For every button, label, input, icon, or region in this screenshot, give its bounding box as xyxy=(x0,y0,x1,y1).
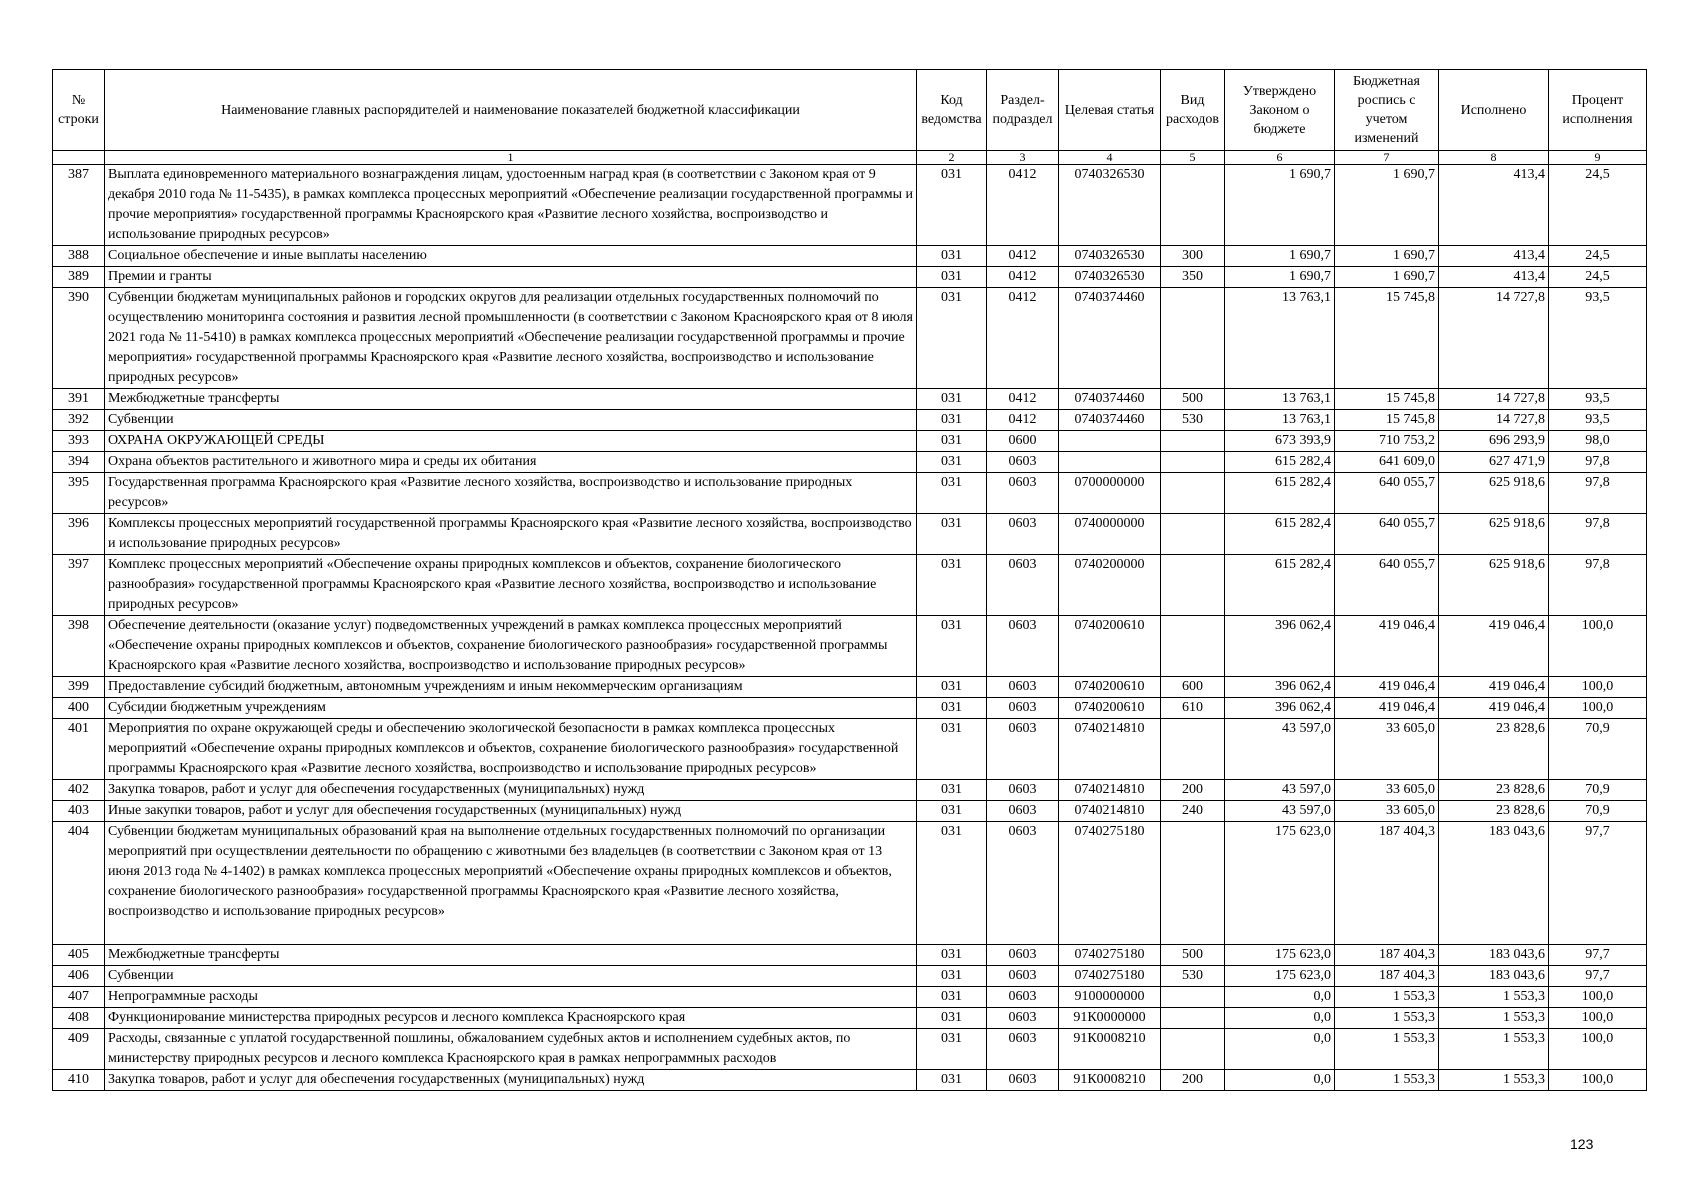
expense-type: 600 xyxy=(1161,677,1225,698)
section-code: 0412 xyxy=(987,288,1059,389)
expense-type xyxy=(1161,987,1225,1008)
executed-amount: 1 553,3 xyxy=(1439,1070,1549,1091)
target-article: 9100000000 xyxy=(1059,987,1161,1008)
table-row xyxy=(53,288,1647,389)
department-code: 031 xyxy=(917,677,987,698)
executed-amount: 183 043,6 xyxy=(1439,822,1549,945)
budget-schedule-amount: 1 690,7 xyxy=(1335,246,1439,267)
execution-percent: 24,5 xyxy=(1549,267,1647,288)
approved-amount: 175 623,0 xyxy=(1225,822,1335,945)
section-code: 0412 xyxy=(987,410,1059,431)
department-code: 031 xyxy=(917,555,987,616)
approved-amount: 175 623,0 xyxy=(1225,966,1335,987)
section-code: 0412 xyxy=(987,246,1059,267)
target-article: 0740326530 xyxy=(1059,267,1161,288)
expense-type xyxy=(1161,431,1225,452)
row-number: 397 xyxy=(53,555,105,616)
row-number: 400 xyxy=(53,698,105,719)
executed-amount: 413,4 xyxy=(1439,246,1549,267)
table-row xyxy=(53,267,1647,288)
table-row xyxy=(53,945,1647,966)
execution-percent: 100,0 xyxy=(1549,1029,1647,1070)
department-code: 031 xyxy=(917,822,987,945)
row-name: Выплата единовременного материального вознаграждения лицам, удостоенным наград края (в соответствии с Законом края от 9 декабря 2010 года № 11-5435), в рамках комплекса процессных мероприятий «Обеспечение реализации государственной программы и прочие мероприятия» государственной программы Красноярского края «Развитие лесного хозяйства, воспроизводство и использование природных ресурсов» xyxy=(105,165,917,246)
table-row xyxy=(53,966,1647,987)
target-article: 0740200610 xyxy=(1059,698,1161,719)
section-code: 0412 xyxy=(987,165,1059,246)
row-name: Иные закупки товаров, работ и услуг для обеспечения государственных (муниципальных) нужд xyxy=(105,801,917,822)
approved-amount: 43 597,0 xyxy=(1225,801,1335,822)
row-name: Премии и гранты xyxy=(105,267,917,288)
row-number: 409 xyxy=(53,1029,105,1070)
table-row xyxy=(53,452,1647,473)
execution-percent: 93,5 xyxy=(1549,389,1647,410)
expense-type: 350 xyxy=(1161,267,1225,288)
row-number: 389 xyxy=(53,267,105,288)
target-article: 0740214810 xyxy=(1059,801,1161,822)
department-code: 031 xyxy=(917,267,987,288)
table-row xyxy=(53,698,1647,719)
section-code: 0603 xyxy=(987,966,1059,987)
budget-schedule-amount: 641 609,0 xyxy=(1335,452,1439,473)
table-row xyxy=(53,431,1647,452)
header-department-code: Код ведомства xyxy=(917,70,987,151)
executed-amount: 696 293,9 xyxy=(1439,431,1549,452)
executed-amount: 14 727,8 xyxy=(1439,389,1549,410)
section-code: 0603 xyxy=(987,555,1059,616)
section-code: 0603 xyxy=(987,780,1059,801)
department-code: 031 xyxy=(917,1008,987,1029)
execution-percent: 97,8 xyxy=(1549,555,1647,616)
executed-amount: 413,4 xyxy=(1439,165,1549,246)
expense-type xyxy=(1161,719,1225,780)
budget-schedule-amount: 1 690,7 xyxy=(1335,165,1439,246)
table-row xyxy=(53,410,1647,431)
table-row xyxy=(53,677,1647,698)
executed-amount: 625 918,6 xyxy=(1439,514,1549,555)
executed-amount: 419 046,4 xyxy=(1439,698,1549,719)
department-code: 031 xyxy=(917,719,987,780)
section-code: 0603 xyxy=(987,945,1059,966)
section-code: 0412 xyxy=(987,389,1059,410)
execution-percent: 97,8 xyxy=(1549,452,1647,473)
row-number: 396 xyxy=(53,514,105,555)
executed-amount: 413,4 xyxy=(1439,267,1549,288)
section-code: 0603 xyxy=(987,514,1059,555)
expense-type: 200 xyxy=(1161,1070,1225,1091)
department-code: 031 xyxy=(917,288,987,389)
department-code: 031 xyxy=(917,698,987,719)
row-name: Охрана объектов растительного и животного мира и среды их обитания xyxy=(105,452,917,473)
header-row-number: № строки xyxy=(53,70,105,151)
table-row xyxy=(53,514,1647,555)
approved-amount: 0,0 xyxy=(1225,987,1335,1008)
row-name: Закупка товаров, работ и услуг для обеспечения государственных (муниципальных) нужд xyxy=(105,1070,917,1091)
execution-percent: 100,0 xyxy=(1549,677,1647,698)
department-code: 031 xyxy=(917,1070,987,1091)
column-number xyxy=(53,151,105,165)
expense-type xyxy=(1161,514,1225,555)
execution-percent: 93,5 xyxy=(1549,288,1647,389)
approved-amount: 0,0 xyxy=(1225,1008,1335,1029)
budget-schedule-amount: 1 553,3 xyxy=(1335,1070,1439,1091)
target-article: 91К0008210 xyxy=(1059,1029,1161,1070)
row-number: 394 xyxy=(53,452,105,473)
row-name: Субвенции бюджетам муниципальных районов и городских округов для реализации отдельных государственных полномочий по осуществлению мониторинга состояния и развития лесной промышленности (в соответствии с Законом Красноярского края от 8 июля 2021 года № 11-5410) в рамках комплекса процессных мероприятий «Обеспечение реализации государственной программы и прочие мероприятия» государственной программы Красноярского края «Развитие лесного хозяйства, воспроизводство и использование природных ресурсов» xyxy=(105,288,917,389)
table-row xyxy=(53,473,1647,514)
row-number: 403 xyxy=(53,801,105,822)
row-number: 404 xyxy=(53,822,105,945)
table-row xyxy=(53,1029,1647,1070)
approved-amount: 43 597,0 xyxy=(1225,780,1335,801)
executed-amount: 625 918,6 xyxy=(1439,473,1549,514)
target-article: 0740374460 xyxy=(1059,389,1161,410)
target-article: 0740275180 xyxy=(1059,945,1161,966)
target-article: 0740275180 xyxy=(1059,822,1161,945)
budget-schedule-amount: 640 055,7 xyxy=(1335,514,1439,555)
expense-type: 610 xyxy=(1161,698,1225,719)
expense-type xyxy=(1161,1008,1225,1029)
target-article: 0740326530 xyxy=(1059,246,1161,267)
row-number: 390 xyxy=(53,288,105,389)
header-percent: Процент исполнения xyxy=(1549,70,1647,151)
expense-type xyxy=(1161,616,1225,677)
executed-amount: 627 471,9 xyxy=(1439,452,1549,473)
department-code: 031 xyxy=(917,966,987,987)
budget-schedule-amount: 187 404,3 xyxy=(1335,822,1439,945)
row-number: 405 xyxy=(53,945,105,966)
approved-amount: 615 282,4 xyxy=(1225,452,1335,473)
header-expense-type: Вид расходов xyxy=(1161,70,1225,151)
row-name: Мероприятия по охране окружающей среды и обеспечению экологической безопасности в рамках комплекса процессных мероприятий «Обеспечение охраны природных комплексов и объектов, сохранение биологического разнообразия» государственной программы Красноярского края «Развитие лесного хозяйства, воспроизводство и использование природных ресурсов» xyxy=(105,719,917,780)
row-number: 408 xyxy=(53,1008,105,1029)
row-name: Непрограммные расходы xyxy=(105,987,917,1008)
execution-percent: 93,5 xyxy=(1549,410,1647,431)
target-article xyxy=(1059,431,1161,452)
budget-schedule-amount: 15 745,8 xyxy=(1335,410,1439,431)
target-article: 0740214810 xyxy=(1059,780,1161,801)
budget-schedule-amount: 15 745,8 xyxy=(1335,389,1439,410)
expense-type: 530 xyxy=(1161,410,1225,431)
expense-type: 300 xyxy=(1161,246,1225,267)
section-code: 0603 xyxy=(987,1029,1059,1070)
section-code: 0603 xyxy=(987,1008,1059,1029)
execution-percent: 70,9 xyxy=(1549,719,1647,780)
section-code: 0603 xyxy=(987,677,1059,698)
expense-type xyxy=(1161,288,1225,389)
executed-amount: 183 043,6 xyxy=(1439,966,1549,987)
budget-schedule-amount: 33 605,0 xyxy=(1335,780,1439,801)
row-name: Комплексы процессных мероприятий государственной программы Красноярского края «Развитие лесного хозяйства, воспроизводство и использование природных ресурсов» xyxy=(105,514,917,555)
budget-execution-table xyxy=(52,69,1647,1091)
budget-schedule-amount: 710 753,2 xyxy=(1335,431,1439,452)
target-article: 0740374460 xyxy=(1059,288,1161,389)
department-code: 031 xyxy=(917,780,987,801)
department-code: 031 xyxy=(917,389,987,410)
column-number: 2 xyxy=(917,151,987,165)
table-row xyxy=(53,616,1647,677)
budget-table-container xyxy=(52,69,1646,1091)
budget-schedule-amount: 419 046,4 xyxy=(1335,616,1439,677)
execution-percent: 70,9 xyxy=(1549,801,1647,822)
section-code: 0603 xyxy=(987,719,1059,780)
approved-amount: 1 690,7 xyxy=(1225,246,1335,267)
row-name: Межбюджетные трансферты xyxy=(105,389,917,410)
department-code: 031 xyxy=(917,473,987,514)
section-code: 0603 xyxy=(987,987,1059,1008)
row-number: 387 xyxy=(53,165,105,246)
approved-amount: 1 690,7 xyxy=(1225,165,1335,246)
department-code: 031 xyxy=(917,1029,987,1070)
expense-type: 500 xyxy=(1161,389,1225,410)
approved-amount: 0,0 xyxy=(1225,1070,1335,1091)
table-row xyxy=(53,987,1647,1008)
section-code: 0603 xyxy=(987,698,1059,719)
row-name: Субвенции xyxy=(105,410,917,431)
row-number: 402 xyxy=(53,780,105,801)
table-row xyxy=(53,389,1647,410)
header-name: Наименование главных распорядителей и наименование показателей бюджетной классификации xyxy=(105,70,917,151)
execution-percent: 100,0 xyxy=(1549,1070,1647,1091)
department-code: 031 xyxy=(917,410,987,431)
department-code: 031 xyxy=(917,945,987,966)
execution-percent: 97,7 xyxy=(1549,945,1647,966)
table-row xyxy=(53,165,1647,246)
executed-amount: 419 046,4 xyxy=(1439,677,1549,698)
expense-type xyxy=(1161,473,1225,514)
target-article: 0740200000 xyxy=(1059,555,1161,616)
approved-amount: 396 062,4 xyxy=(1225,677,1335,698)
section-code: 0412 xyxy=(987,267,1059,288)
department-code: 031 xyxy=(917,431,987,452)
header-executed: Исполнено xyxy=(1439,70,1549,151)
row-name: Субвенции xyxy=(105,966,917,987)
row-number: 388 xyxy=(53,246,105,267)
target-article: 0740200610 xyxy=(1059,616,1161,677)
header-section: Раздел-подраздел xyxy=(987,70,1059,151)
column-number: 8 xyxy=(1439,151,1549,165)
section-code: 0603 xyxy=(987,1070,1059,1091)
row-name: Комплекс процессных мероприятий «Обеспечение охраны природных комплексов и объектов, сохранение биологического разнообразия» государственной программы Красноярского края «Развитие лесного хозяйства, воспроизводство и использование природных ресурсов» xyxy=(105,555,917,616)
executed-amount: 23 828,6 xyxy=(1439,780,1549,801)
approved-amount: 615 282,4 xyxy=(1225,555,1335,616)
execution-percent: 100,0 xyxy=(1549,698,1647,719)
expense-type xyxy=(1161,1029,1225,1070)
budget-schedule-amount: 419 046,4 xyxy=(1335,677,1439,698)
execution-percent: 70,9 xyxy=(1549,780,1647,801)
row-number: 399 xyxy=(53,677,105,698)
execution-percent: 100,0 xyxy=(1549,616,1647,677)
executed-amount: 183 043,6 xyxy=(1439,945,1549,966)
expense-type: 530 xyxy=(1161,966,1225,987)
row-name: ОХРАНА ОКРУЖАЮЩЕЙ СРЕДЫ xyxy=(105,431,917,452)
budget-schedule-amount: 1 553,3 xyxy=(1335,1029,1439,1070)
expense-type xyxy=(1161,165,1225,246)
target-article: 0740326530 xyxy=(1059,165,1161,246)
column-number: 7 xyxy=(1335,151,1439,165)
approved-amount: 615 282,4 xyxy=(1225,514,1335,555)
row-name: Закупка товаров, работ и услуг для обеспечения государственных (муниципальных) нужд xyxy=(105,780,917,801)
column-number: 1 xyxy=(105,151,917,165)
executed-amount: 419 046,4 xyxy=(1439,616,1549,677)
department-code: 031 xyxy=(917,514,987,555)
budget-schedule-amount: 33 605,0 xyxy=(1335,801,1439,822)
budget-schedule-amount: 15 745,8 xyxy=(1335,288,1439,389)
execution-percent: 100,0 xyxy=(1549,1008,1647,1029)
executed-amount: 14 727,8 xyxy=(1439,288,1549,389)
budget-schedule-amount: 187 404,3 xyxy=(1335,945,1439,966)
table-row xyxy=(53,1070,1647,1091)
budget-schedule-amount: 1 553,3 xyxy=(1335,987,1439,1008)
execution-percent: 24,5 xyxy=(1549,165,1647,246)
target-article: 0740200610 xyxy=(1059,677,1161,698)
target-article: 0740374460 xyxy=(1059,410,1161,431)
approved-amount: 1 690,7 xyxy=(1225,267,1335,288)
expense-type xyxy=(1161,555,1225,616)
page-number: 123 xyxy=(1570,1136,1594,1152)
execution-percent: 100,0 xyxy=(1549,987,1647,1008)
table-row xyxy=(53,555,1647,616)
target-article xyxy=(1059,452,1161,473)
approved-amount: 43 597,0 xyxy=(1225,719,1335,780)
execution-percent: 97,7 xyxy=(1549,966,1647,987)
approved-amount: 673 393,9 xyxy=(1225,431,1335,452)
budget-schedule-amount: 640 055,7 xyxy=(1335,473,1439,514)
executed-amount: 1 553,3 xyxy=(1439,987,1549,1008)
execution-percent: 97,8 xyxy=(1549,514,1647,555)
row-name: Обеспечение деятельности (оказание услуг) подведомственных учреждений в рамках комплекса процессных мероприятий «Обеспечение охраны природных комплексов и объектов, сохранение биологического разнообразия» государственной программы Красноярского края «Развитие лесного хозяйства, воспроизводство и использование природных ресурсов» xyxy=(105,616,917,677)
section-code: 0603 xyxy=(987,822,1059,945)
execution-percent: 24,5 xyxy=(1549,246,1647,267)
table-row xyxy=(53,780,1647,801)
column-number: 5 xyxy=(1161,151,1225,165)
row-name: Государственная программа Красноярского края «Развитие лесного хозяйства, воспроизводство и использование природных ресурсов» xyxy=(105,473,917,514)
target-article: 91К0000000 xyxy=(1059,1008,1161,1029)
row-name: Предоставление субсидий бюджетным, автономным учреждениям и иным некоммерческим организациям xyxy=(105,677,917,698)
column-number: 4 xyxy=(1059,151,1161,165)
execution-percent: 97,7 xyxy=(1549,822,1647,945)
table-row xyxy=(53,1008,1647,1029)
approved-amount: 13 763,1 xyxy=(1225,410,1335,431)
approved-amount: 13 763,1 xyxy=(1225,389,1335,410)
header-target-article: Целевая статья xyxy=(1059,70,1161,151)
budget-schedule-amount: 419 046,4 xyxy=(1335,698,1439,719)
column-number: 6 xyxy=(1225,151,1335,165)
executed-amount: 23 828,6 xyxy=(1439,719,1549,780)
row-number: 407 xyxy=(53,987,105,1008)
department-code: 031 xyxy=(917,987,987,1008)
approved-amount: 13 763,1 xyxy=(1225,288,1335,389)
row-number: 391 xyxy=(53,389,105,410)
table-header xyxy=(53,70,1647,151)
header-budget-schedule: Бюджетная роспись с учетом изменений xyxy=(1335,70,1439,151)
target-article: 0740000000 xyxy=(1059,514,1161,555)
approved-amount: 396 062,4 xyxy=(1225,698,1335,719)
column-number: 9 xyxy=(1549,151,1647,165)
row-number: 392 xyxy=(53,410,105,431)
department-code: 031 xyxy=(917,616,987,677)
budget-schedule-amount: 187 404,3 xyxy=(1335,966,1439,987)
budget-schedule-amount: 1 553,3 xyxy=(1335,1008,1439,1029)
row-number: 406 xyxy=(53,966,105,987)
section-code: 0603 xyxy=(987,473,1059,514)
header-approved: Утверждено Законом о бюджете xyxy=(1225,70,1335,151)
row-number: 393 xyxy=(53,431,105,452)
approved-amount: 615 282,4 xyxy=(1225,473,1335,514)
column-numbers-row xyxy=(53,151,1647,165)
section-code: 0603 xyxy=(987,452,1059,473)
row-name: Функционирование министерства природных ресурсов и лесного комплекса Красноярского края xyxy=(105,1008,917,1029)
expense-type: 500 xyxy=(1161,945,1225,966)
row-name: Межбюджетные трансферты xyxy=(105,945,917,966)
table-body xyxy=(53,151,1647,1091)
table-row xyxy=(53,719,1647,780)
target-article: 91К0008210 xyxy=(1059,1070,1161,1091)
expense-type: 240 xyxy=(1161,801,1225,822)
executed-amount: 1 553,3 xyxy=(1439,1029,1549,1070)
table-row xyxy=(53,822,1647,945)
executed-amount: 14 727,8 xyxy=(1439,410,1549,431)
row-number: 398 xyxy=(53,616,105,677)
row-name: Субвенции бюджетам муниципальных образований края на выполнение отдельных государственных полномочий по организации мероприятий при осуществлении деятельности по обращению с животными без владельцев (в соответствии с Законом края от 13 июня 2013 года № 4-1402) в рамках комплекса процессных мероприятий «Обеспечение охраны природных комплексов и объектов, сохранение биологического разнообразия» государственной программы Красноярского края «Развитие лесного хозяйства, воспроизводство и использование природных ресурсов» xyxy=(105,822,917,945)
row-number: 401 xyxy=(53,719,105,780)
section-code: 0603 xyxy=(987,616,1059,677)
target-article: 0740275180 xyxy=(1059,966,1161,987)
executed-amount: 23 828,6 xyxy=(1439,801,1549,822)
expense-type: 200 xyxy=(1161,780,1225,801)
department-code: 031 xyxy=(917,165,987,246)
executed-amount: 1 553,3 xyxy=(1439,1008,1549,1029)
approved-amount: 396 062,4 xyxy=(1225,616,1335,677)
budget-schedule-amount: 33 605,0 xyxy=(1335,719,1439,780)
row-number: 410 xyxy=(53,1070,105,1091)
budget-schedule-amount: 640 055,7 xyxy=(1335,555,1439,616)
section-code: 0603 xyxy=(987,801,1059,822)
department-code: 031 xyxy=(917,801,987,822)
row-name: Расходы, связанные с уплатой государственной пошлины, обжалованием судебных актов и исполнением судебных актов, по министерству природных ресурсов и лесного комплекса Красноярского края в рамках непрограммных расходов xyxy=(105,1029,917,1070)
table-row xyxy=(53,246,1647,267)
row-name: Субсидии бюджетным учреждениям xyxy=(105,698,917,719)
executed-amount: 625 918,6 xyxy=(1439,555,1549,616)
section-code: 0600 xyxy=(987,431,1059,452)
row-name: Социальное обеспечение и иные выплаты населению xyxy=(105,246,917,267)
execution-percent: 98,0 xyxy=(1549,431,1647,452)
target-article: 0700000000 xyxy=(1059,473,1161,514)
row-number: 395 xyxy=(53,473,105,514)
target-article: 0740214810 xyxy=(1059,719,1161,780)
department-code: 031 xyxy=(917,246,987,267)
column-number: 3 xyxy=(987,151,1059,165)
approved-amount: 175 623,0 xyxy=(1225,945,1335,966)
expense-type xyxy=(1161,452,1225,473)
budget-schedule-amount: 1 690,7 xyxy=(1335,267,1439,288)
table-row xyxy=(53,801,1647,822)
approved-amount: 0,0 xyxy=(1225,1029,1335,1070)
execution-percent: 97,8 xyxy=(1549,473,1647,514)
department-code: 031 xyxy=(917,452,987,473)
expense-type xyxy=(1161,822,1225,945)
